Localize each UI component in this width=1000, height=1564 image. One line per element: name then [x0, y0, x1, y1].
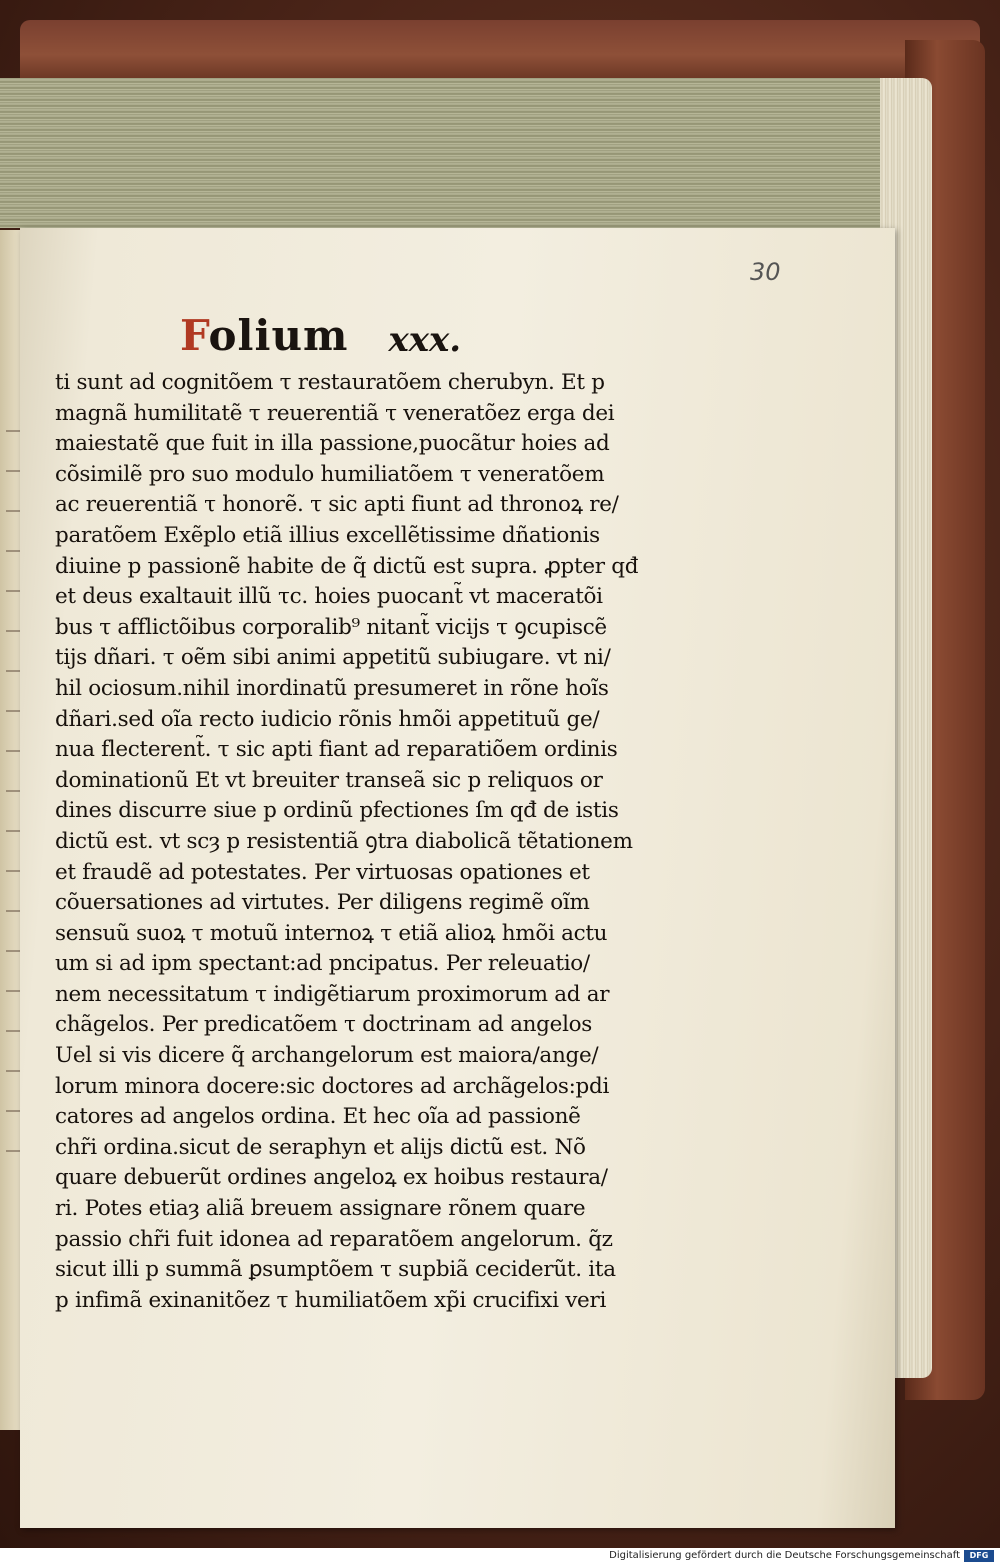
text-line: passio chr̃i fuit idonea ad reparatõem angelorum. q̃z	[55, 1226, 613, 1252]
text-line: dines discurre siue p ordinũ pfectiones ſm qđ de istis	[55, 798, 619, 824]
text-line: um si ad ipm spectant:ad pncipatus. Per releuatio/	[55, 951, 590, 977]
text-line: cõuersationes ad virtutes. Per diligens regimẽ oĩm	[55, 890, 590, 916]
text-line: ri. Potes etiaȝ aliã breuem assignare rõnem quare	[55, 1196, 586, 1222]
folio-number: 30	[750, 258, 781, 286]
text-line: et deus exaltauit illũ τc. hoies puocant̃ vt maceratõi	[55, 584, 603, 610]
footer-credit: Digitalisierung gefördert durch die Deutsche Forschungsgemeinschaft	[609, 1550, 960, 1561]
text-line: dominationũ Et vt breuiter transeã sic p reliquos or	[55, 767, 603, 793]
header-folium: Folium	[180, 311, 349, 360]
page-stack-top	[0, 78, 925, 228]
page-header	[180, 300, 461, 360]
text-line: et fraudẽ ad potestates. Per virtuosas opationes et	[55, 859, 590, 885]
text-line: catores ad angelos ordina. Et hec oĩa ad passionẽ	[55, 1104, 581, 1130]
text-line: quare debuerũt ordines angeloꝝ ex hoibus restaura/	[55, 1165, 608, 1191]
text-line: magnã humilitatẽ τ reuerentiã τ veneratõez erga dei	[55, 400, 615, 426]
text-line: paratõem Exẽplo etiã illius excellẽtissime dñationis	[55, 522, 600, 548]
text-line: dictũ est. vt scȝ p resistentiã ꝯtra diabolicã tẽtationem	[55, 828, 633, 854]
text-line: Uel si vis dicere q̃ archangelorum est maiora/ange/	[55, 1043, 599, 1069]
text-line: nua flecterent̃. τ sic apti fiant ad reparatiõem ordinis	[55, 737, 618, 763]
text-line: hil ociosum.nihil inordinatũ presumeret in rõne hoĩs	[55, 675, 609, 701]
dfg-logo: DFG	[964, 1550, 994, 1562]
header-numeral: xxx.	[388, 320, 462, 360]
text-line: maiestatẽ que fuit in illa passione,puocãtur hoies ad	[55, 431, 610, 457]
text-line: lorum minora docere:sic doctores ad archãgelos:pdi	[55, 1073, 610, 1099]
text-line: p infimã exinanitõez τ humiliatõem xp̃i crucifixi veri	[55, 1287, 607, 1313]
text-line: chãgelos. Per predicatõem τ doctrinam ad angelos	[55, 1012, 593, 1038]
text-line: sensuũ suoꝝ τ motuũ internoꝝ τ etiã alioꝝ hmõi actu	[55, 920, 608, 946]
text-line: tijs dñari. τ oẽm sibi animi appetitũ subiugare. vt ni/	[55, 645, 611, 671]
text-line: bus τ afflictõibus corporalib⁹ nitant̃ vicijs τ ꝯcupiscẽ	[55, 614, 607, 640]
text-line: cõsimilẽ pro suo modulo humiliatõem τ veneratõem	[55, 461, 605, 487]
text-line: ti sunt ad cognitõem τ restauratõem cherubyn. Et p	[55, 370, 605, 395]
text-line: chr̃i ordina.sicut de seraphyn et alijs dictũ est. Nõ	[55, 1134, 586, 1160]
text-line: sicut illi p summã ꝑsumptõem τ supbiã ceciderũt. ita	[55, 1257, 616, 1283]
text-block	[55, 368, 695, 1316]
digitization-footer	[0, 1548, 1000, 1564]
text-line: ac reuerentiã τ honorẽ. τ sic apti fiunt ad thronoꝝ re/	[55, 492, 619, 518]
text-line: nem necessitatum τ indigẽtiarum proximorum ad ar	[55, 981, 610, 1007]
text-line: diuine p passionẽ habite de q̃ dictũ est supra. ꝓpter qđ	[55, 553, 639, 579]
text-line: dñari.sed oĩa recto iudicio rõnis hmõi appetituũ ge/	[55, 706, 600, 732]
